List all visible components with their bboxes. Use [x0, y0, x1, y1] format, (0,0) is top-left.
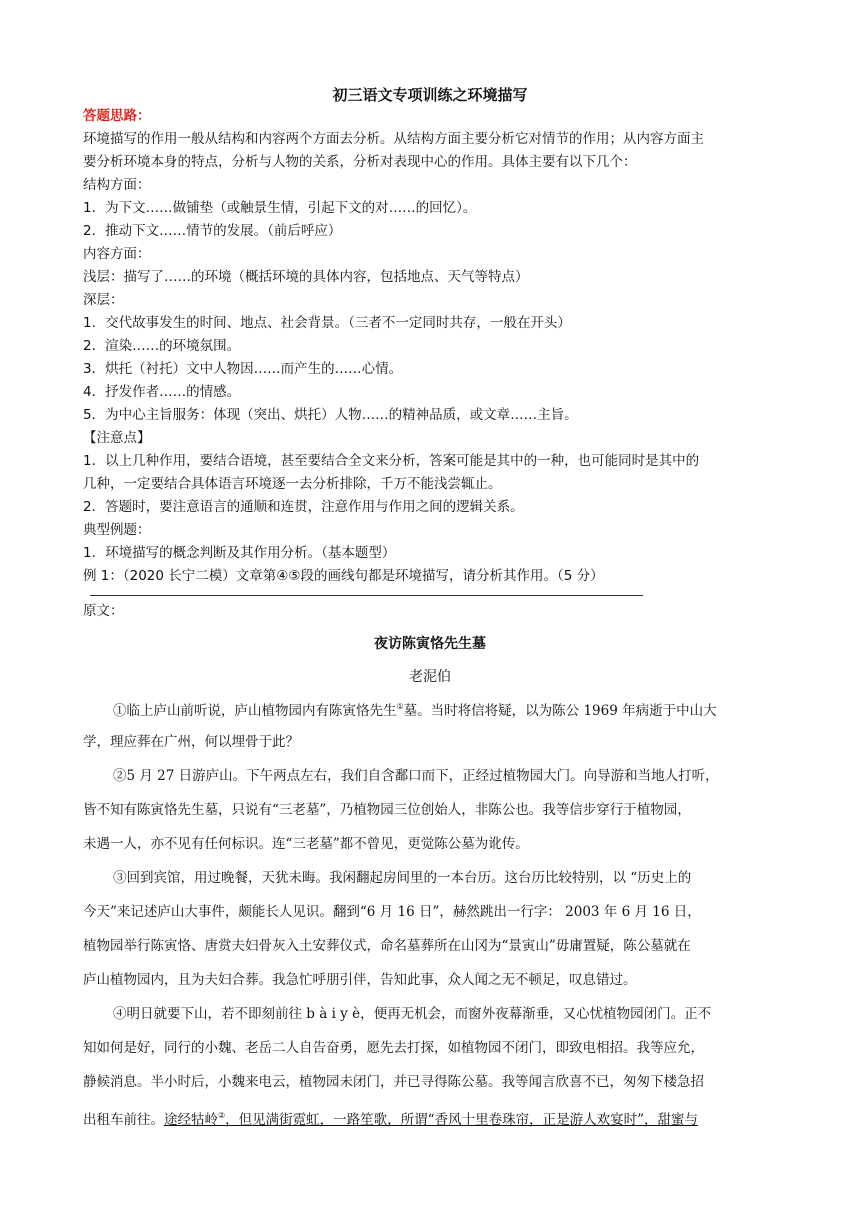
text-line: 2．答题时，要注意语言的通顺和连贯，注意作用与作用之间的逻辑关系。	[83, 499, 524, 515]
article-line: ②5 月 27 日游庐山。下午两点左右，我们自含鄱口而下，正经过植物园大门。向导游和当地人打听，	[113, 768, 719, 784]
text-line: 环境描写的作用一般从结构和内容两个方面去分析。从结构方面主要分析它对情节的作用；从内容方面主	[83, 131, 704, 147]
answer-approach-heading: 答题思路：	[83, 108, 151, 124]
text-line: 1．以上几种作用，要结合语境，甚至要结合全文来分析，答案可能是其中的一种，也可能同时是其中的	[83, 453, 700, 469]
footnote-marker: ①	[396, 702, 404, 711]
article-line: ④明日就要下山，若不即刻前往 b à i y è，便再无机会，而窗外夜幕渐垂，又心忧植物园闭门。正不	[113, 1006, 712, 1022]
article-line: 学，理应葬在广州，何以埋骨于此？	[83, 734, 299, 750]
underlined-sentence: 途经牯岭②，但见满街霓虹，一路笙歌，所谓“香风十里卷珠帘，正是游人欢宴时”，甜蜜与	[164, 1111, 698, 1128]
text-line: 要分析环境本身的特点，分析与人物的关系，分析对表现中心的作用。具体主要有以下几个：	[83, 154, 637, 170]
text-line: 几种，一定要结合具体语言环境逐一去分析排除，千万不能浅尝辄止。	[83, 476, 502, 492]
footnote-marker: ②	[218, 1111, 226, 1120]
text-line: 3．烘托（衬托）文中人物因……而产生的……心情。	[83, 361, 403, 377]
article-line: 未遇一人，亦不见有任何标识。连“三老墓”都不曾见，更觉陈公墓为讹传。	[83, 836, 529, 852]
text-line: 2．渲染……的环境氛围。	[83, 338, 241, 354]
article-line: 植物园举行陈寅恪、唐赏夫妇骨灰入土安葬仪式，命名墓葬所在山冈为“景寅山”毋庸置疑，陈公墓就在	[83, 938, 691, 954]
article-title: 夜访陈寅恪先生墓	[374, 636, 486, 652]
text-line: 浅层：描写了……的环境（概括环境的具体内容，包括地点、天气等特点）	[83, 269, 529, 285]
text-line: 2．推动下文……情节的发展。（前后呼应）	[83, 223, 342, 239]
divider-line	[90, 595, 643, 596]
article-author: 老泥伯	[409, 669, 451, 685]
text-line: 深层：	[83, 292, 124, 308]
text-line: 5．为中心主旨服务：体现（突出、烘托）人物……的精神品质，或文章……主旨。	[83, 407, 578, 423]
text-line: 1．交代故事发生的时间、地点、社会背景。（三者不一定同时共存，一般在开头）	[83, 315, 571, 331]
text-line: 原文：	[83, 603, 124, 619]
text-line: 内容方面：	[83, 246, 151, 262]
text-line: 结构方面：	[83, 177, 151, 193]
article-line: 静候消息。半小时后，小魏来电云，植物园未闭门，并已寻得陈公墓。我等闻言欣喜不已，匆匆下楼急招	[83, 1074, 704, 1090]
text-line: 典型例题：	[83, 522, 151, 538]
article-line: 皆不知有陈寅恪先生墓，只说有“三老墓”，乃植物园三位创始人，非陈公也。我等信步穿行于植物园，	[83, 802, 691, 818]
text-line: 1．环境描写的概念判断及其作用分析。（基本题型）	[83, 545, 396, 561]
article-line: 今天”来记述庐山大事件，颇能长人见识。翻到“6 月 16 日”，赫然跳出一行字： 2003 年 6 月 16 日，	[83, 904, 701, 920]
article-line: 出租车前往。途经牯岭②，但见满街霓虹，一路笙歌，所谓“香风十里卷珠帘，正是游人欢宴时”，甜蜜与	[83, 1111, 698, 1128]
text-line: 例 1：（2020 长宁二模）文章第④⑤段的画线句都是环境描写，请分析其作用。（5 分）	[83, 568, 604, 584]
article-line: 庐山植物园内，且为夫妇合葬。我急忙呼朋引伴，告知此事，众人闻之无不顿足，叹息错过。	[83, 972, 637, 988]
article-line: ③回到宾馆，用过晚餐，天犹未晦。我闲翻起房间里的一本台历。这台历比较特别，以 “历史上的	[113, 870, 692, 886]
text-line: 【注意点】	[83, 430, 151, 446]
article-line: 知如何是好，同行的小魏、老岳二人自告奋勇，愿先去打探，如植物园不闭门，即致电相招。我等应允，	[83, 1040, 704, 1056]
document-title: 初三语文专项训练之环境描写	[332, 86, 528, 104]
text-line: 4．抒发作者……的情感。	[83, 384, 241, 400]
article-line: ①临上庐山前听说，庐山植物园内有陈寅恪先生①墓。当时将信将疑，以为陈公 1969 年病逝于中山大	[113, 702, 717, 719]
text-line: 1．为下文……做铺垫（或触景生情，引起下文的对……的回忆）。	[83, 200, 477, 216]
